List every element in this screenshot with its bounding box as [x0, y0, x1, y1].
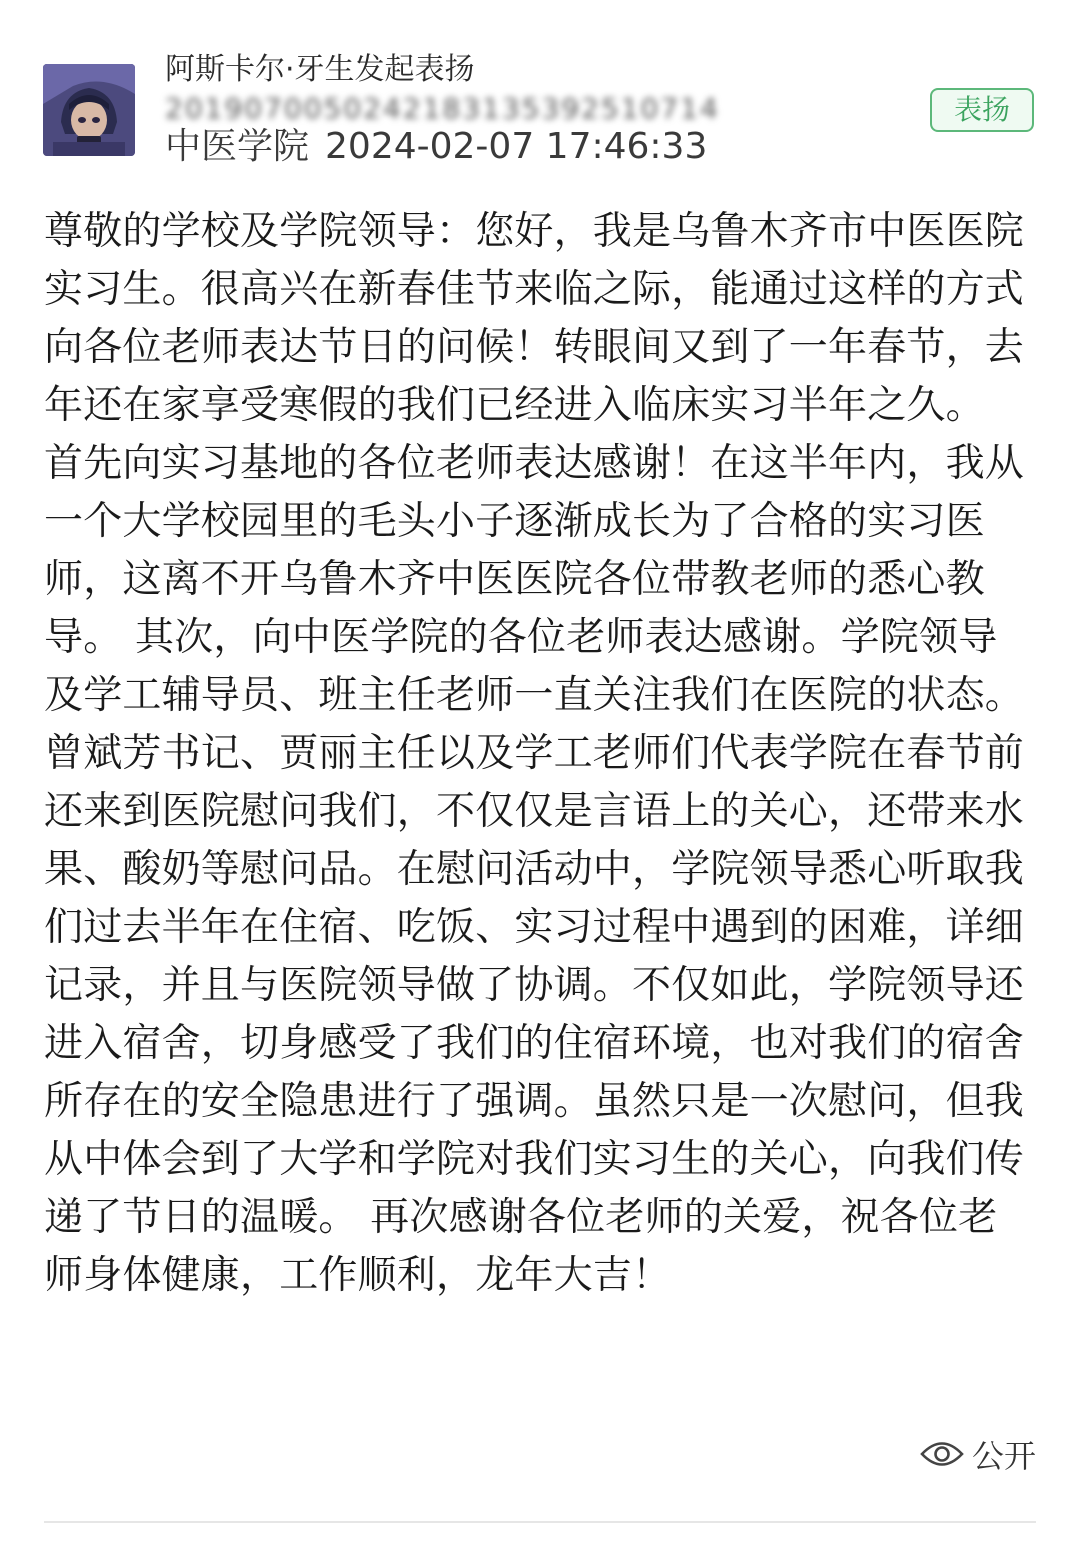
- divider: [44, 1521, 1036, 1523]
- praise-badge: 表扬: [930, 88, 1034, 132]
- post-content: 尊敬的学校及学院领导：您好，我是乌鲁木齐市中医医院实习生。很高兴在新春佳节来临之际，能通过这样的方式向各位老师表达节日的问候！转眼间又到了一年春节，去年还在家享受寒假的我们已经进入临床实习半年之久。 首先向实习基地的各位老师表达感谢！在这半年内，我从一个大学校园里的毛头小子逐渐成长为了合格的实习医师，这离不开乌鲁木齐中医医院各位带教老师的悉心教导。 其次，向中医学院的各位老师表达感谢。学院领导及学工辅导员、班主任老师一直关注我们在医院的状态。曾斌芳书记、贾丽主任以及学工老师们代表学院在春节前还来到医院慰问我们，不仅仅是言语上的关心，还带来水果、酸奶等慰问品。在慰问活动中，学院领导悉心听取我们过去半年在住宿、吃饭、实习过程中遇到的困难，详细记录，并且与医院领导做了协调。不仅如此，学院领导还进入宿舍，切身感受了我们的住宿环境，也对我们的宿舍所存在的安全隐患进行了强调。虽然只是一次慰问，但我从中体会到了大学和学院对我们实习生的关心，向我们传递了节日的温暖。 再次感谢各位老师的关爱，祝各位老师身体健康，工作顺利，龙年大吉！: [44, 209, 1025, 1298]
- avatar[interactable]: [43, 64, 135, 156]
- post-header: [0, 0, 1080, 180]
- author-name[interactable]: 阿斯卡尔·牙生发起表扬: [165, 52, 475, 87]
- eye-icon: [920, 1439, 964, 1469]
- masked-student-id: [165, 92, 720, 126]
- avatar-image: [43, 64, 135, 156]
- visibility-indicator[interactable]: [920, 1428, 1036, 1480]
- masked-id-text: 2019070050242183135392510714: [165, 92, 720, 125]
- college-name: 中医学院: [165, 126, 310, 167]
- post-meta: [165, 124, 707, 170]
- visibility-label: 公开: [971, 1437, 1036, 1475]
- post-datetime: 2024-02-07 17:46:33: [325, 126, 708, 167]
